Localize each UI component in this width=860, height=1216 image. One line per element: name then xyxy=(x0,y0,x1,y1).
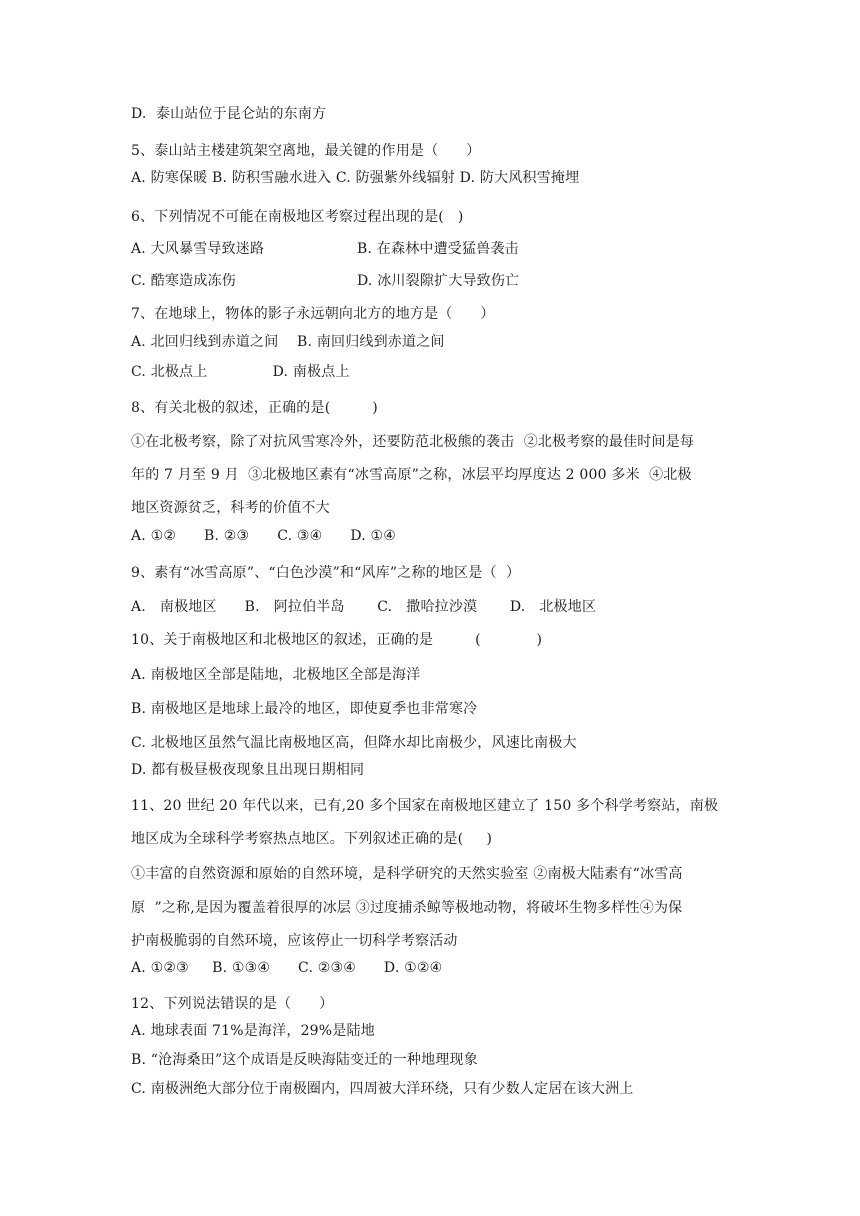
q9-stem: 9、素有“冰雪高原”、“白色沙漠”和“风库”之称的地区是（ ） xyxy=(131,565,521,581)
q12-stem: 12、下列说法错误的是（ ） xyxy=(131,996,334,1012)
q6-stem: 6、下列情况不可能在南极地区考察过程出现的是( ) xyxy=(131,209,464,225)
q7-stem: 7、在地球上，物体的影子永远朝向北方的地方是（ ） xyxy=(131,306,495,322)
q8-body-line3: 地区资源贫乏，科考的价值不大 xyxy=(131,500,330,516)
q6-option-b: B. 在森林中遭受猛兽袭击 xyxy=(357,241,519,257)
q12-option-c: C. 南极洲绝大部分位于南极圈内，四周被大洋环绕，只有少数人定居在该大洲上 xyxy=(131,1081,634,1097)
q12-option-a: A. 地球表面 71%是海洋，29%是陆地 xyxy=(131,1023,375,1039)
q10-option-c: C. 北极地区虽然气温比南极地区高，但降水却比南极少，风速比南极大 xyxy=(131,735,577,751)
q10-option-b: B. 南极地区是地球上最冷的地区，即使夏季也非常寒冷 xyxy=(131,701,478,717)
q11-body-line2: 原 ”之称,是因为覆盖着很厚的冰层 ③过度捕杀鲸等极地动物，将破坏生物多样性④为保 xyxy=(131,900,683,916)
q11-options: A. ①②③ B. ①③④ C. ②③④ D. ①②④ xyxy=(131,960,443,976)
q12-option-b: B. “沧海桑田”这个成语是反映海陆变迁的一种地理现象 xyxy=(131,1052,478,1068)
q5-options: A. 防寒保暖 B. 防积雪融水进入 C. 防强紫外线辐射 D. 防大风积雪掩埋 xyxy=(131,170,580,186)
q6-option-d: D. 冰川裂隙扩大导致伤亡 xyxy=(357,273,520,289)
q11-stem-line2: 地区成为全球科学考察热点地区。下列叙述正确的是( ) xyxy=(131,831,493,847)
q10-option-d: D. 都有极昼极夜现象且出现日期相同 xyxy=(131,762,365,778)
q11-body-line1: ①丰富的自然资源和原始的自然环境，是科学研究的天然实验室 ②南极大陆素有“冰雪高 xyxy=(131,866,683,882)
q10-stem: 10、关于南极地区和北极地区的叙述，正确的是 ( ) xyxy=(131,632,543,648)
q5-stem: 5、泰山站主楼建筑架空离地，最关键的作用是（ ） xyxy=(131,143,481,159)
q8-options: A. ①② B. ②③ C. ③④ D. ①④ xyxy=(131,528,397,544)
q11-body-line3: 护南极脆弱的自然环境，应该停止一切科学考察活动 xyxy=(131,933,458,949)
q8-body-line2: 年的 7 月至 9 月 ③北极地区素有“冰雪高原”之称，冰层平均厚度达 2 000 多米 ④北极 xyxy=(131,467,692,483)
q6-option-c: C. 酷寒造成冻伤 xyxy=(131,273,236,289)
q7-options-ab: A. 北回归线到赤道之间 B. 南回归线到赤道之间 xyxy=(131,334,445,350)
q10-option-a: A. 南极地区全部是陆地，北极地区全部是海洋 xyxy=(131,667,421,683)
q11-stem-line1: 11、20 世纪 20 年代以来，已有,20 多个国家在南极地区建立了 150 多个科学考察站，南极 xyxy=(131,798,719,814)
q8-body-line1: ①在北极考察，除了对抗风雪寒冷外，还要防范北极熊的袭击 ②北极考察的最佳时间是每 xyxy=(131,434,695,450)
q7-options-cd: C. 北极点上 D. 南极点上 xyxy=(131,364,350,380)
q8-stem: 8、有关北极的叙述，正确的是( ) xyxy=(131,400,378,416)
q9-options: A. 南极地区 B. 阿拉伯半岛 C. 撒哈拉沙漠 D. 北极地区 xyxy=(131,599,597,615)
q4-option-d: D. 泰山站位于昆仑站的东南方 xyxy=(131,106,327,122)
q6-option-a: A. 大风暴雪导致迷路 xyxy=(131,241,265,257)
